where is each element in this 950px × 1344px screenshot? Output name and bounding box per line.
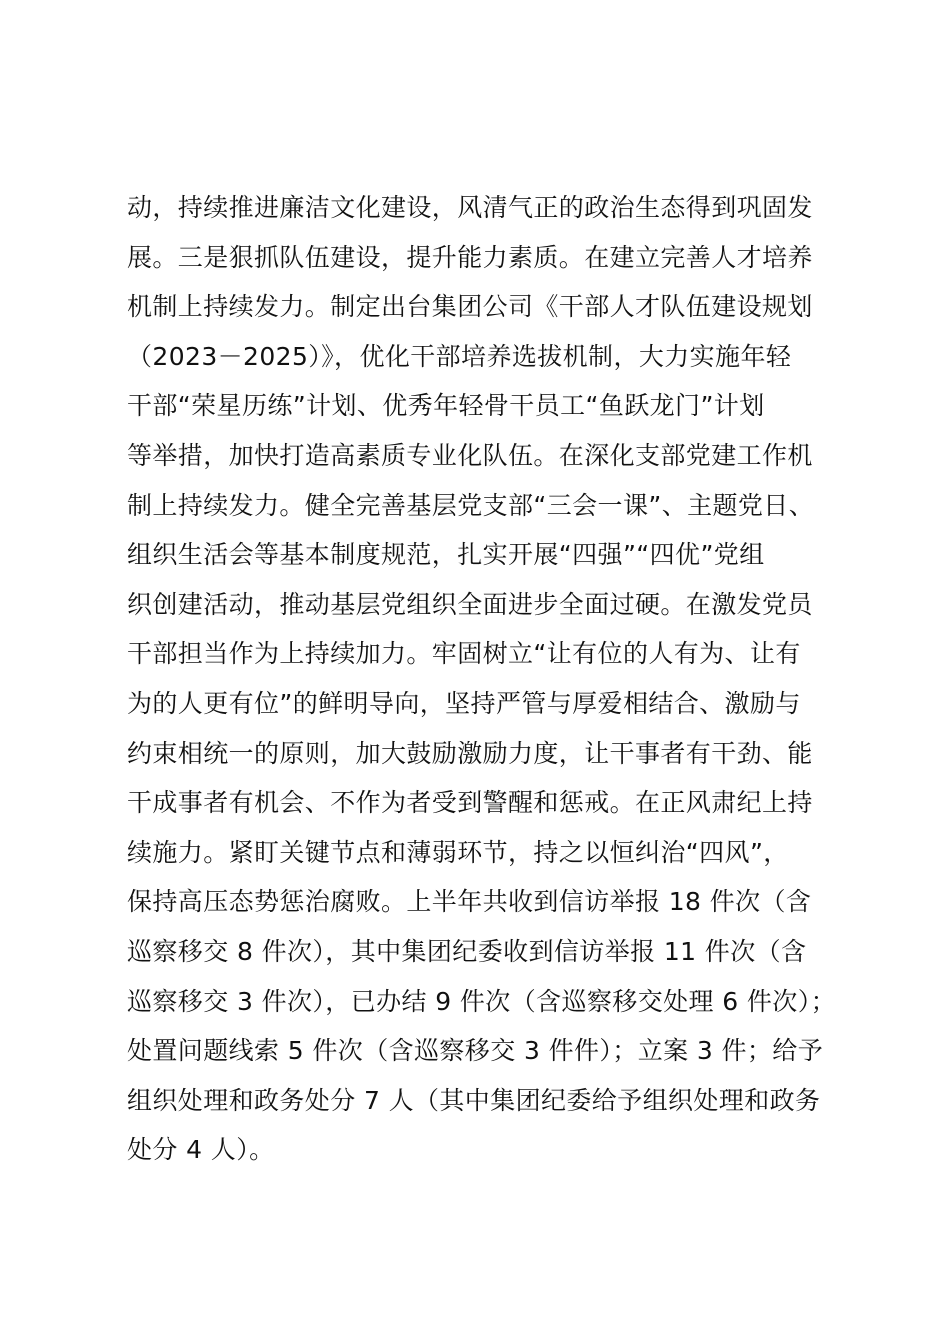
paragraph-line: 干部“荣星历练”计划、优秀年轻骨干员工“鱼跃龙门”计划 [127,391,765,421]
paragraph-line: 动，持续推进廉洁文化建设，风清气正的政治生态得到巩固发 [127,193,813,222]
paragraph-line: 处分 4 人）。 [127,1135,275,1165]
paragraph-line: 巡察移交 8 件次），其中集团纪委收到信访举报 11 件次（含 [127,936,807,966]
paragraph-line: 保持高压态势惩治腐败。上半年共收到信访举报 18 件次（含 [127,887,812,917]
paragraph-line: 织创建活动，推动基层党组织全面进步全面过硬。在激发党员 [127,589,813,619]
paragraph-line: 制上持续发力。健全完善基层党支部“三会一课”、主题党日、 [127,490,815,520]
paragraph-line: 干部担当作为上持续加力。牢固树立“让有位的人有为、让有 [127,639,801,669]
paragraph-line: 组织生活会等基本制度规范，扎实开展“四强”“四优”党组 [127,540,765,570]
body-paragraph [127,183,867,1175]
paragraph-line: 续施力。紧盯关键节点和薄弱环节，持之以恒纠治“四风”， [127,837,789,867]
paragraph-line: 机制上持续发力。制定出台集团公司《干部人才队伍建设规划 [127,292,813,322]
paragraph-line: （2023－2025）》，优化干部培养选拔机制，大力实施年轻 [127,341,792,371]
paragraph-line: 约束相统一的原则，加大鼓励激励力度，让干事者有干劲、能 [127,738,813,768]
paragraph-line: 处置问题线索 5 件次（含巡察移交 3 件件）；立案 3 件；给予 [127,1036,824,1066]
paragraph-line: 等举措，加快打造高素质专业化队伍。在深化支部党建工作机 [127,440,813,470]
paragraph-line: 组织处理和政务处分 7 人（其中集团纪委给予组织处理和政务 [127,1085,821,1115]
paragraph-line: 展。三是狠抓队伍建设，提升能力素质。在建立完善人才培养 [127,242,813,272]
paragraph-line: 干成事者有机会、不作为者受到警醒和惩戒。在正风肃纪上持 [127,788,813,818]
paragraph-line: 巡察移交 3 件次），已办结 9 件次（含巡察移交处理 6 件次）； [127,986,836,1016]
paragraph-line: 为的人更有位”的鲜明导向，坚持严管与厚爱相结合、激励与 [127,688,801,718]
